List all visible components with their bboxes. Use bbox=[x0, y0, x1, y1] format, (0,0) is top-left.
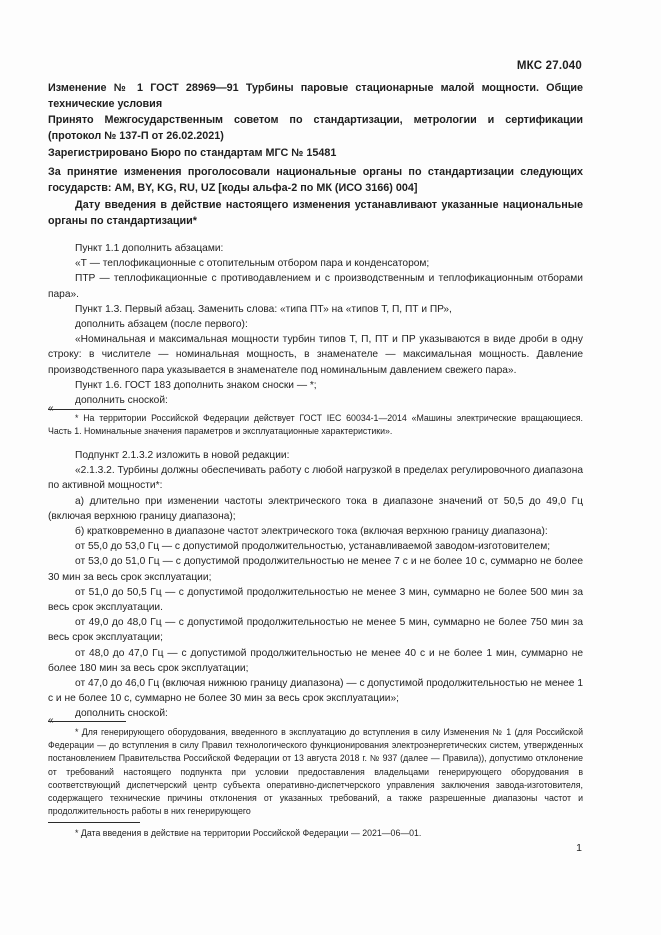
paragraph: «Номинальная и максимальная мощности турбин типов Т, П, ПТ и ПР указываются в виде дроби в одну строку: в числителе — номинальная мощность, в знаменателе — максимальная мощность. Давление производственного пара указывается в знаменателе под номинальным давлением свежего пара». bbox=[48, 334, 583, 376]
doc-classification-code: МКС 27.040 bbox=[516, 60, 582, 72]
footnote-text: * Для генерирующего оборудования, введенного в эксплуатацию до вступления в силу Изменения № 1 (для Российской Федерации — до вступления в силу Правил технологического функционирования электроэнергетических систем, утвержденных постановлением Правительства Российской Федерации от 13 августа 2018 г. № 937 (далее — Правила)), допустимо отклонение от требований настоящего подпункта при условии предоставления владельцами генерирующего оборудования в соответствующий диспетчерский центр субъекта оперативно-диспетчерского управления заключения завода-изготовителя, содержащего технические причины отклонения от указанных требований, а также разрешенные диапазоны частот и продолжительность работы в них генерирующего bbox=[48, 727, 583, 817]
footnote-quote-mark: « bbox=[48, 403, 54, 414]
footnote-divider bbox=[48, 721, 126, 722]
paragraph: Пункт 1.1 дополнить абзацами: bbox=[75, 243, 224, 254]
amendment-title: Изменение № 1 ГОСТ 28969—91 Турбины паровые стационарные малой мощности. Общие технические условия bbox=[48, 82, 583, 110]
paragraph: Подпункт 2.1.3.2 изложить в новой редакции: bbox=[75, 450, 290, 461]
footnote-effective-date bbox=[48, 827, 583, 840]
footnote-text: * Дата введения в действие на территории Российской Федерации — 2021—06—01. bbox=[75, 828, 422, 838]
paragraph: ПТР — теплофикационные с противодавлением и с производственным и теплофикационным отборами пара». bbox=[48, 273, 583, 300]
registered-statement: Зарегистрировано Бюро по стандартам МГС № 15481 bbox=[48, 147, 337, 159]
paragraph: дополнить сноской: bbox=[75, 395, 168, 407]
paragraph: Пункт 1.6. ГОСТ 183 дополнить знаком сноски — *; bbox=[75, 379, 317, 391]
paragraph: от 48,0 до 47,0 Гц — с допустимой продолжительностью не менее 40 с и не более 1 мин, суммарно не более 180 мин за весь срок эксплуатации; bbox=[48, 647, 583, 674]
effective-date-statement: Дату введения в действие настоящего изменения устанавливают указанные национальные органы по стандартизации* bbox=[48, 199, 583, 227]
paragraph: дополнить абзацем (после первого): bbox=[75, 319, 248, 331]
paragraph: от 47,0 до 46,0 Гц (включая нижнюю границу диапазона) — с допустимой продолжительностью не менее 1 с и не более 10 с, суммарно не более 30 мин за весь срок эксплуатации»; bbox=[48, 678, 583, 705]
paragraph: от 51,0 до 50,5 Гц — с допустимой продолжительностью не менее 3 мин, суммарно не более 500 мин за весь срок эксплуатации. bbox=[48, 586, 583, 614]
accepted-statement: Принято Межгосударственным советом по стандартизации, метрологии и сертификации (протокол № 137-П от 26.02.2021) bbox=[48, 114, 583, 142]
paragraph: от 55,0 до 53,0 Гц — с допустимой продолжительностью, устанавливаемой заводом-изготовителем; bbox=[75, 541, 551, 553]
section-2-1-3-2 bbox=[48, 448, 583, 722]
footnote-divider bbox=[48, 822, 140, 823]
paragraph: Пункт 1.3. Первый абзац. Заменить слова: «типа ПТ» на «типов Т, П, ПТ и ПР», bbox=[75, 303, 452, 315]
footnote-generating-equipment bbox=[48, 726, 583, 818]
footnote-divider bbox=[48, 409, 126, 410]
paragraph: «2.1.3.2. Турбины должны обеспечивать работу с любой нагрузкой в пределах регулировочного диапазона по активной мощности*: bbox=[48, 465, 583, 492]
paragraph: а) длительно при изменении частоты электрического тока в диапазоне значений от 50,5 до 49,0 Гц (включая верхнюю границу диапазона); bbox=[48, 495, 583, 522]
paragraph: от 53,0 до 51,0 Гц — с допустимой продолжительностью не менее 7 с и не более 10 с, суммарно не более 30 мин за весь срок эксплуатации; bbox=[48, 556, 583, 583]
paragraph: б) кратковременно в диапазоне частот электрического тока (включая верхнюю границу диапазона): bbox=[75, 526, 548, 538]
footnote-text: * На территории Российской Федерации действует ГОСТ IEC 60034-1—2014 «Машины электрические вращающиеся. Часть 1. Номинальные значения параметров и эксплуатационные характеристики». bbox=[48, 413, 583, 437]
paragraph: от 49,0 до 48,0 Гц — с допустимой продолжительностью не менее 5 мин, суммарно не более 750 мин за весь срок эксплуатации; bbox=[48, 617, 583, 644]
section-1-1 bbox=[48, 241, 583, 408]
paragraph: «Т — теплофикационные с отопительным отбором пара и конденсатором; bbox=[75, 258, 430, 270]
voted-statement: За принятие изменения проголосовали национальные органы по стандартизации следующих государств: AM, BY, KG, RU, UZ [коды альфа-2 по МК (ИСО 3166) 004] bbox=[48, 166, 583, 194]
page-number: 1 bbox=[576, 842, 582, 854]
footnote-quote-mark: « bbox=[48, 715, 54, 726]
paragraph: дополнить сноской: bbox=[75, 708, 168, 720]
footnote-gost-iec bbox=[48, 412, 583, 438]
